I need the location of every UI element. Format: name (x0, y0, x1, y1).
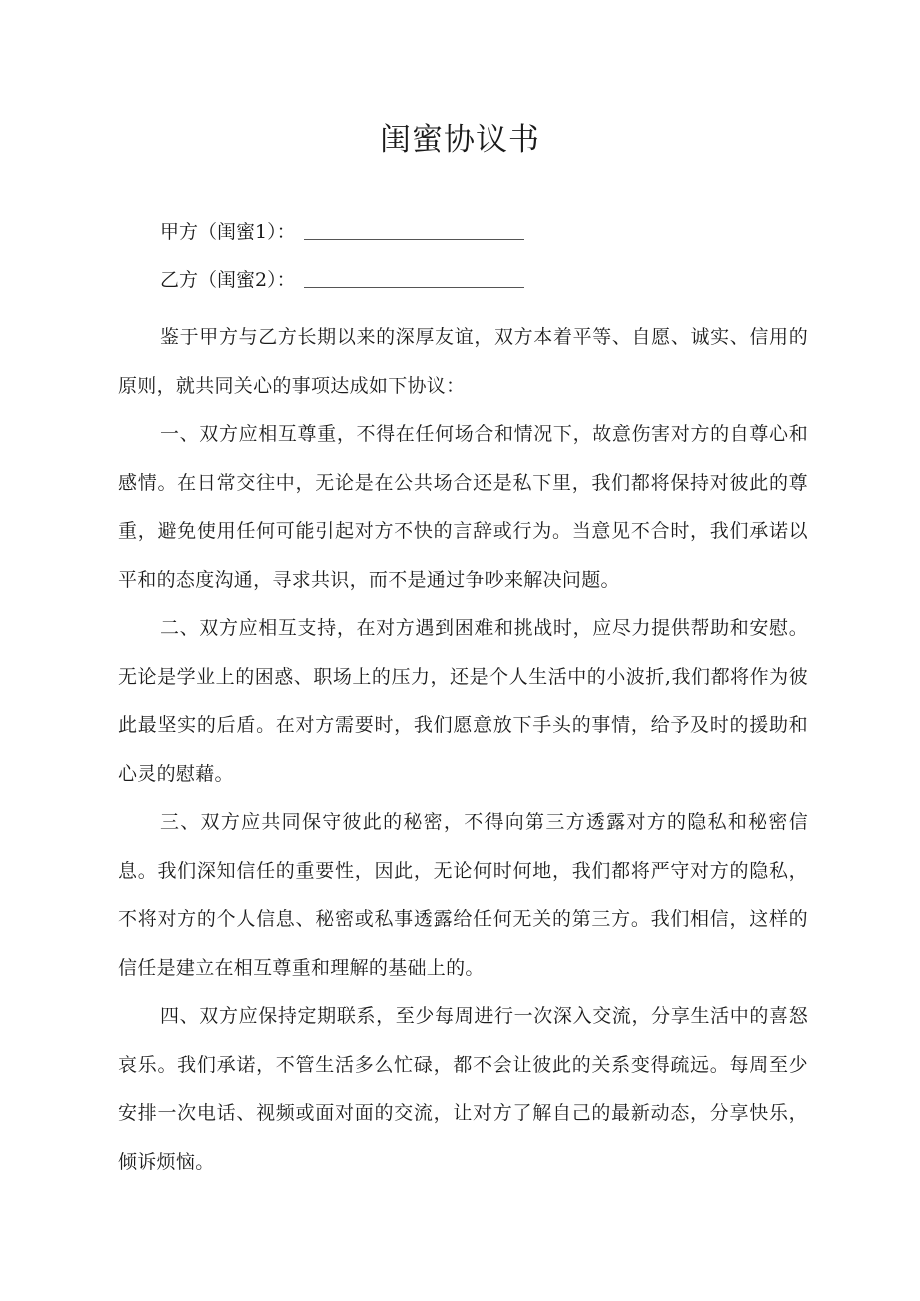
party-a-line (160, 218, 524, 246)
preamble-paragraph: 鉴于甲方与乙方长期以来的深厚友谊，双方本着平等、自愿、诚实、信用的原则，就共同关心的事项达成如下协议： (118, 326, 808, 397)
clause-2-paragraph: 二、双方应相互支持，在对方遇到困难和挑战时，应尽力提供帮助和安慰。无论是学业上的困惑、职场上的压力，还是个人生活中的小波折,我们都将作为彼此最坚实的后盾。在对方需要时，我们愿意放下手头的事情，给予及时的援助和心灵的慰藉。 (118, 617, 808, 785)
clause-3-paragraph: 三、双方应共同保守彼此的秘密，不得向第三方透露对方的隐私和秘密信息。我们深知信任的重要性，因此，无论何时何地，我们都将严守对方的隐私，不将对方的个人信息、秘密或私事透露给任何无关的第三方。我们相信，这样的信任是建立在相互尊重和理解的基础上的。 (118, 811, 808, 979)
agreement-body (118, 313, 808, 1186)
clause-1-paragraph: 一、双方应相互尊重，不得在任何场合和情况下，故意伤害对方的自尊心和感情。在日常交往中，无论是在公共场合还是私下里，我们都将保持对彼此的尊重，避免使用任何可能引起对方不快的言辞或行为。当意见不合时，我们承诺以平和的态度沟通，寻求共识，而不是通过争吵来解决问题。 (118, 423, 808, 591)
document-title: 闺蜜协议书 (380, 122, 540, 158)
party-b-line (160, 266, 524, 294)
party-b-label: 乙方（闺蜜2）： (160, 269, 296, 291)
party-b-signature-blank (304, 287, 524, 288)
party-a-label: 甲方（闺蜜1）： (160, 221, 296, 243)
party-a-signature-blank (304, 239, 524, 240)
clause-4-paragraph: 四、双方应保持定期联系，至少每周进行一次深入交流，分享生活中的喜怒哀乐。我们承诺，不管生活多么忙碌，都不会让彼此的关系变得疏远。每周至少安排一次电话、视频或面对面的交流，让对方了解自己的最新动态，分享快乐，倾诉烦恼。 (118, 1005, 808, 1173)
